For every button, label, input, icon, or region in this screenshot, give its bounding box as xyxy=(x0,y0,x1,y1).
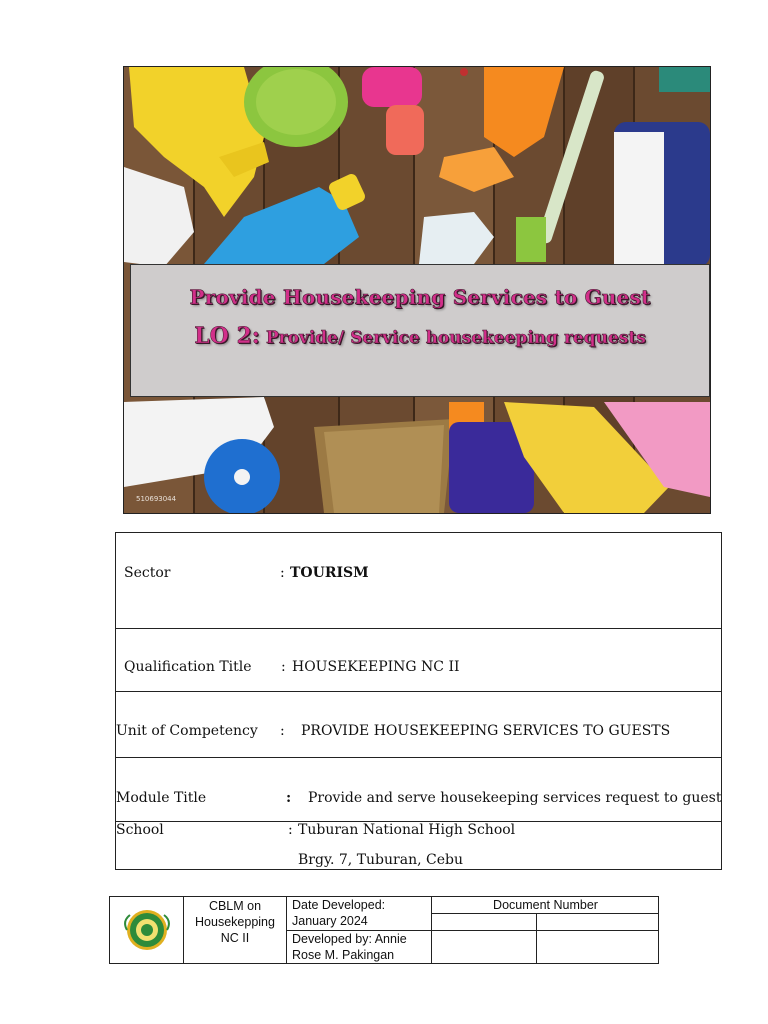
school-separator: : xyxy=(288,822,293,838)
unit-label: Unit of Competency xyxy=(116,723,258,739)
sector-row xyxy=(116,533,721,629)
school-label: School xyxy=(116,822,164,838)
stock-photo-id: 510693044 xyxy=(136,495,177,503)
unit-row xyxy=(116,692,721,758)
school-seal-icon xyxy=(122,909,172,951)
school-address: Brgy. 7, Tuburan, Cebu xyxy=(298,852,463,868)
unit-value: PROVIDE HOUSEKEEPING SERVICES TO GUESTS xyxy=(301,723,671,739)
cover-image xyxy=(123,66,711,514)
cblm-line2: Housekepping xyxy=(195,915,275,929)
document-number-cell xyxy=(431,897,659,963)
date-developed-label: Date Developed: xyxy=(292,898,386,912)
sector-value: TOURISM xyxy=(290,565,369,581)
qualification-label: Qualification Title xyxy=(124,659,252,675)
title-band xyxy=(130,264,710,397)
learning-outcome-heading xyxy=(131,323,709,349)
unit-separator: : xyxy=(280,723,285,739)
cblm-line1: CBLM on xyxy=(208,899,262,913)
school-row xyxy=(116,822,721,871)
qualification-separator: : xyxy=(281,659,286,675)
module-label: Module Title xyxy=(116,790,207,806)
module-heading: Provide Housekeeping Services to Guest xyxy=(189,285,651,309)
sector-separator: : xyxy=(280,565,285,581)
module-info-table xyxy=(115,532,722,870)
date-developer-cell xyxy=(286,897,431,963)
module-separator: : xyxy=(286,790,292,806)
lo-prefix: LO 2: xyxy=(194,323,260,349)
document-number-divider xyxy=(536,913,537,964)
module-value: Provide and serve housekeeping services request to guest xyxy=(308,790,722,806)
qualification-value: HOUSEKEEPING NC II xyxy=(292,659,460,675)
document-footer xyxy=(109,896,659,964)
developed-by-value: Rose M. Pakingan xyxy=(292,948,395,962)
school-value: Tuburan National High School xyxy=(298,822,516,838)
module-row xyxy=(116,758,721,822)
document-number-label: Document Number xyxy=(493,898,598,912)
sector-label: Sector xyxy=(124,565,171,581)
cblm-cell xyxy=(183,897,286,963)
date-developed-value: January 2024 xyxy=(292,914,368,928)
lo-text: Provide/ Service housekeeping requests xyxy=(265,328,646,348)
developed-by-label: Developed by: Annie xyxy=(292,932,407,946)
cblm-line3: NC II xyxy=(220,931,250,945)
qualification-row xyxy=(116,629,721,692)
school-seal-cell xyxy=(110,897,183,963)
